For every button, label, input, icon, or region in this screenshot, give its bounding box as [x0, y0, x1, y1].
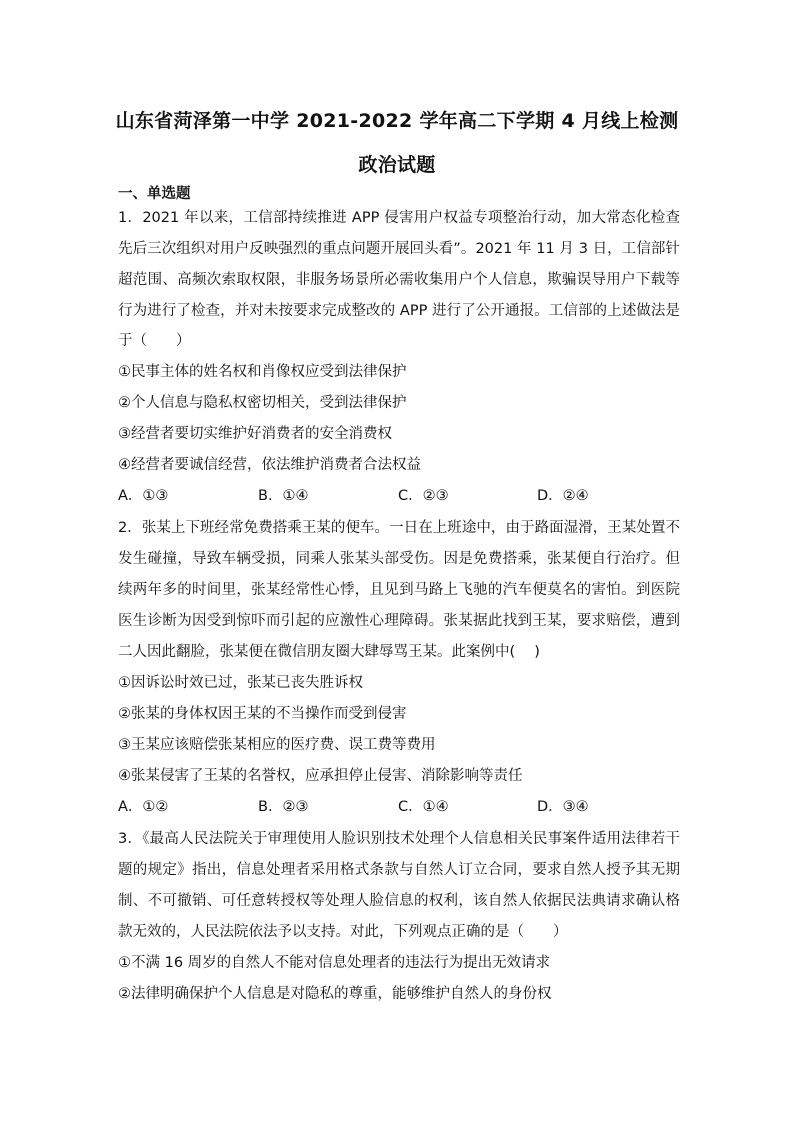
question-3-text-line: 3．《最高人民法院关于审理使用人脸识别技术处理个人信息相关民事案件适用法律若干	[118, 831, 680, 847]
question-3-statement: ①不满 16 周岁的自然人不能对信息处理者的违法行为提出无效请求	[118, 955, 551, 971]
question-2-text-line: 医生诊断为因受到惊吓而引起的应激性心理障碍。张某据此找到王某，要求赔偿，遭到	[118, 613, 680, 629]
question-1-statement: ③经营者要切实维护好消费者的安全消费权	[118, 426, 392, 442]
question-1-statement: ④经营者要诚信经营，依法维护消费者合法权益	[118, 457, 421, 473]
question-2-statement: ③王某应该赔偿张某相应的医疗费、误工费等费用	[118, 737, 436, 753]
question-2-text-line: 2．张某上下班经常免费搭乘王某的便车。一日在上班途中，由于路面湿滑，王某处置不	[118, 520, 680, 536]
question-1-option-a[interactable]: A．①③	[118, 488, 169, 504]
question-1-option-b[interactable]: B．①④	[258, 488, 309, 504]
exam-subtitle: 政治试题	[358, 154, 436, 176]
question-3-text-line: 题的规定》指出，信息处理者采用格式条款与自然人订立合同，要求自然人授予其无期	[118, 862, 680, 878]
question-1-text-line: 先后三次组织对用户反映强烈的重点问题开展回头看”。2021 年 11 月 3 日，工信部针	[118, 241, 680, 257]
question-1-option-c[interactable]: C．②③	[398, 488, 449, 504]
section-heading: 一、单选题	[118, 186, 191, 202]
question-3-statement: ②法律明确保护个人信息是对隐私的尊重，能够维护自然人的身份权	[118, 986, 552, 1002]
question-2-option-a[interactable]: A．①②	[118, 799, 169, 815]
question-3-text-line: 款无效的，人民法院依法予以支持。对此，下列观点正确的是（ ）	[118, 924, 568, 940]
question-1-text-line: 超范围、高频次索取权限，非服务场景所必需收集用户个人信息，欺骗误导用户下载等	[118, 272, 680, 288]
question-2-text-line: 续两年多的时间里，张某经常性心悸，且见到马路上飞驰的汽车便莫名的害怕。到医院	[118, 582, 680, 598]
question-2-text-line: 发生碰撞，导致车辆受损，同乘人张某头部受伤。因是免费搭乘，张某便自行治疗。但	[118, 551, 680, 567]
question-2-option-d[interactable]: D．③④	[537, 799, 589, 815]
question-1-statement: ①民事主体的姓名权和肖像权应受到法律保护	[118, 364, 407, 380]
question-2-text-line: 二人因此翻脸，张某便在微信朋友圈大肆辱骂王某。此案例中( )	[118, 644, 540, 660]
question-1-text-line: 行为进行了检查，并对未按要求完成整改的 APP 进行了公开通报。工信部的上述做法是	[118, 303, 680, 319]
question-3-text-line: 制、不可撤销、可任意转授权等处理人脸信息的权利，该自然人依据民法典请求确认格	[118, 893, 680, 909]
question-2-option-c[interactable]: C．①④	[398, 799, 449, 815]
question-2-statement: ①因诉讼时效已过，张某已丧失胜诉权	[118, 675, 363, 691]
question-2-option-b[interactable]: B．②③	[258, 799, 309, 815]
question-1-text-line: 于（ ）	[118, 333, 191, 349]
exam-title: 山东省菏泽第一中学 2021-2022 学年高二下学期 4 月线上检测	[115, 110, 679, 132]
question-1-statement: ②个人信息与隐私权密切相关，受到法律保护	[118, 395, 407, 411]
question-1-option-d[interactable]: D．②④	[537, 488, 589, 504]
question-2-statement: ④张某侵害了王某的名誉权，应承担停止侵害、消除影响等责任	[118, 768, 523, 784]
question-2-statement: ②张某的身体权因王某的不当操作而受到侵害	[118, 706, 407, 722]
question-1-text-line: 1．2021 年以来，工信部持续推进 APP 侵害用户权益专项整治行动，加大常态化检查	[118, 210, 680, 226]
